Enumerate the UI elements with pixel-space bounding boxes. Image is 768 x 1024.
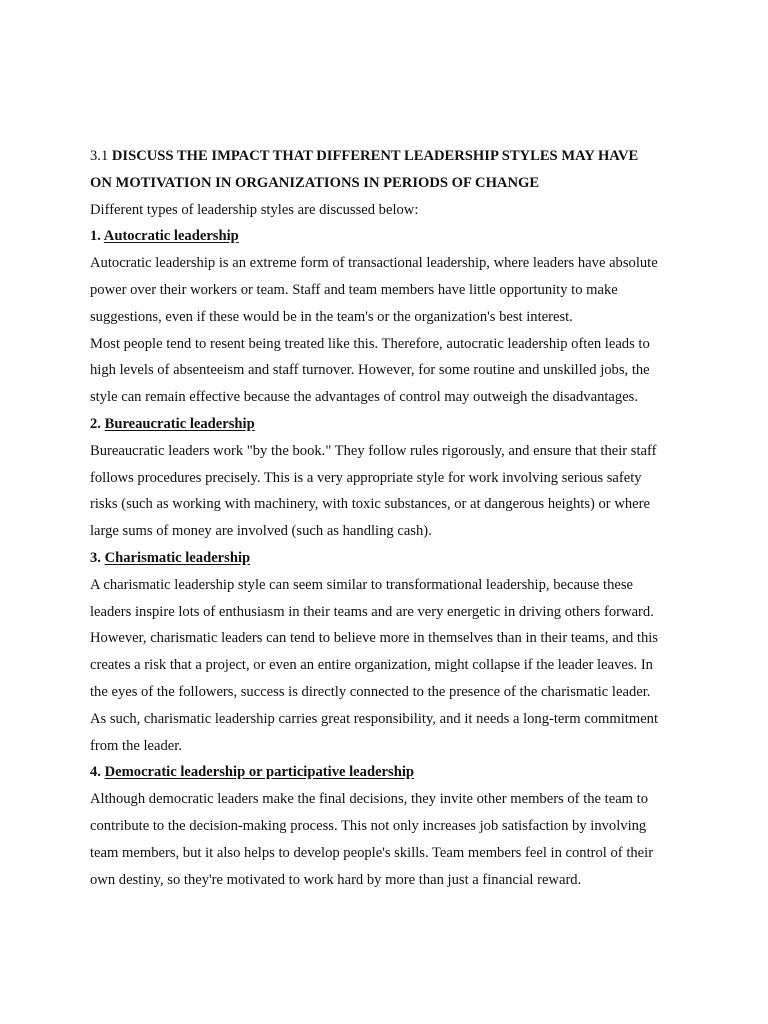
subheading-autocratic bbox=[90, 223, 690, 250]
paragraph-line: high levels of absenteeism and staff turnover. However, for some routine and unskilled jobs, the bbox=[90, 362, 650, 379]
paragraph-line: contribute to the decision-making process. This not only increases job satisfaction by involving bbox=[90, 817, 647, 834]
heading-number: 3.1 bbox=[90, 148, 112, 164]
intro-paragraph: Different types of leadership styles are discussed below: bbox=[90, 201, 419, 218]
paragraph-line: suggestions, even if these would be in the team's or the organization's best interest. bbox=[90, 308, 573, 325]
subheading-bureaucratic bbox=[90, 411, 690, 438]
subheading-title: Bureaucratic leadership bbox=[104, 415, 255, 432]
subheading-charismatic bbox=[90, 545, 690, 572]
paragraph-line: As such, charismatic leadership carries great responsibility, and it needs a long-term commitment bbox=[90, 710, 659, 727]
paragraph-line: follows procedures precisely. This is a very appropriate style for work involving serious safety bbox=[90, 469, 642, 486]
paragraph-line: style can remain effective because the advantages of control may outweigh the disadvantages. bbox=[90, 389, 638, 406]
paragraph-line: A charismatic leadership style can seem similar to transformational leadership, because these bbox=[90, 576, 634, 593]
paragraph-line: creates a risk that a project, or even an entire organization, might collapse if the leader leaves. In bbox=[90, 657, 653, 674]
paragraph-line: team members, but it also helps to develop people's skills. Team members feel in control of their bbox=[90, 844, 654, 861]
paragraph-line: Bureaucratic leaders work "by the book." They follow rules rigorously, and ensure that their staff bbox=[90, 442, 657, 459]
paragraph-line: Most people tend to resent being treated like this. Therefore, autocratic leadership often leads to bbox=[90, 335, 650, 352]
subheading-title: Autocratic leadership bbox=[103, 228, 239, 245]
section-heading-line-1 bbox=[90, 143, 690, 170]
paragraph-line: risks (such as working with machinery, with toxic substances, or at dangerous heights) or where bbox=[90, 496, 650, 513]
paragraph-line: power over their workers or team. Staff and team members have little opportunity to make bbox=[90, 281, 618, 298]
paragraph-line: Autocratic leadership is an extreme form of transactional leadership, where leaders have absolute bbox=[90, 255, 658, 272]
paragraph-line: the eyes of the followers, success is directly connected to the presence of the charismatic leader. bbox=[90, 683, 651, 700]
heading-title-part-1: DISCUSS THE IMPACT THAT DIFFERENT LEADERSHIP STYLES MAY HAVE bbox=[111, 148, 639, 164]
subheading-number: 4. bbox=[90, 764, 105, 781]
paragraph-line: However, charismatic leaders can tend to believe more in themselves than in their teams, and this bbox=[90, 630, 658, 647]
subheading-number: 2. bbox=[90, 415, 105, 432]
paragraph-line: large sums of money are involved (such as handling cash). bbox=[90, 523, 432, 540]
subheading-title: Democratic leadership or participative leadership bbox=[104, 764, 414, 781]
paragraph-line: own destiny, so they're motivated to work hard by more than just a financial reward. bbox=[90, 871, 582, 888]
subheading-number: 3. bbox=[90, 549, 105, 566]
subheading-number: 1. bbox=[90, 228, 104, 245]
paragraph-line: leaders inspire lots of enthusiasm in their teams and are very energetic in driving others forward. bbox=[90, 603, 654, 620]
subheading-democratic bbox=[90, 759, 690, 786]
subheading-title: Charismatic leadership bbox=[104, 549, 251, 566]
document-page bbox=[90, 143, 690, 893]
paragraph-line: Although democratic leaders make the final decisions, they invite other members of the team to bbox=[90, 791, 649, 808]
section-heading-line-2: ON MOTIVATION IN ORGANIZATIONS IN PERIODS OF CHANGE bbox=[90, 174, 540, 191]
paragraph-line: from the leader. bbox=[90, 737, 182, 754]
